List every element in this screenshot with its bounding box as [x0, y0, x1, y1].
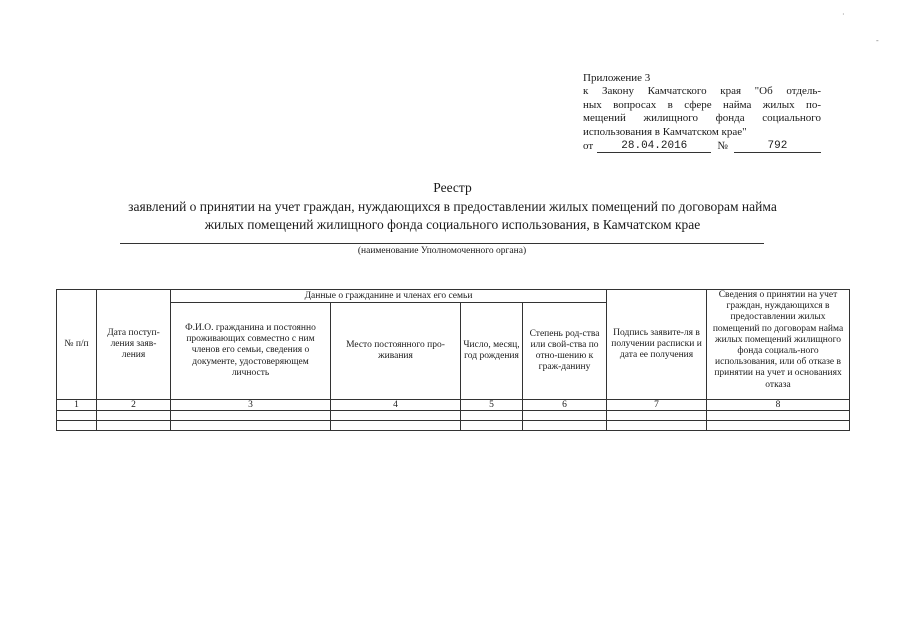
- table-cell: [607, 421, 707, 431]
- scan-mark: ·: [842, 10, 845, 19]
- table-cell: [331, 421, 461, 431]
- table-cell: [523, 421, 607, 431]
- table-cell: [97, 421, 171, 431]
- appendix-title: Приложение 3: [583, 72, 651, 84]
- document-title: [0, 179, 905, 235]
- table-row: [57, 421, 850, 431]
- table-cell: [97, 411, 171, 421]
- scan-mark: -: [876, 36, 879, 45]
- column-number: 7: [607, 400, 707, 411]
- table-cell: [707, 421, 850, 431]
- column-number-row: [57, 400, 850, 411]
- column-number: 1: [57, 400, 97, 411]
- table-cell: [461, 421, 523, 431]
- column-number: 2: [97, 400, 171, 411]
- table-cell: [171, 411, 331, 421]
- header-date-received: Дата поступ-ления заяв-ления: [97, 290, 171, 400]
- header-full-name: Ф.И.О. гражданина и постоянно проживающих совместно с ним членов его семьи, сведения о документе, удостоверяющем личность: [171, 303, 331, 400]
- law-number: 792: [734, 140, 821, 153]
- appendix-text-line: мещений жилищного фонда социального: [583, 112, 821, 125]
- header-registration-decision: Сведения о принятии на учет граждан, нуждающихся в предоставлении жилых помещений по договорам найма жилых помещений жилищного фонда социаль-ного использования, или об отказе в принятии на учет и основаниях отказа: [707, 290, 850, 400]
- date-label: от: [583, 140, 594, 153]
- appendix-text-line: к Закону Камчатского края "Об отдель-: [583, 85, 821, 98]
- registry-table: [56, 289, 850, 431]
- title-line: заявлений о принятии на учет граждан, нуждающихся в предоставлении жилых помещений по договорам найма: [128, 198, 777, 214]
- header-applicant-signature: Подпись заявите-ля в получении расписки и дата ее получения: [607, 290, 707, 400]
- header-citizen-data-group: Данные о гражданине и членах его семьи: [171, 290, 607, 303]
- appendix-block: [583, 72, 821, 153]
- table-cell: [57, 421, 97, 431]
- table-cell: [171, 421, 331, 431]
- header-birth-date: Число, месяц, год рождения: [461, 303, 523, 400]
- table-cell: [523, 411, 607, 421]
- authority-caption: (наименование Уполномоченного органа): [357, 246, 527, 256]
- column-number: 8: [707, 400, 850, 411]
- table-cell: [331, 411, 461, 421]
- appendix-date-line: [583, 140, 821, 153]
- title-line: Реестр: [433, 180, 472, 195]
- column-number: 6: [523, 400, 607, 411]
- header-row-number: № п/п: [57, 290, 97, 400]
- header-residence: Место постоянного про-живания: [331, 303, 461, 400]
- authority-name-field: [120, 243, 764, 244]
- column-number: 5: [461, 400, 523, 411]
- column-number: 3: [171, 400, 331, 411]
- table-cell: [607, 411, 707, 421]
- table-cell: [57, 411, 97, 421]
- column-number: 4: [331, 400, 461, 411]
- appendix-text-line: использования в Камчатском крае": [583, 125, 747, 138]
- table-cell: [461, 411, 523, 421]
- table-row: [57, 411, 850, 421]
- table-header-row: [57, 290, 850, 303]
- title-line: жилых помещений жилищного фонда социального использования, в Камчатском крае: [204, 217, 701, 232]
- appendix-text-line: ных вопросах в сфере найма жилых по-: [583, 98, 821, 111]
- table-cell: [707, 411, 850, 421]
- header-kinship: Степень род-ства или свой-ства по отно-шению к граж-данину: [523, 303, 607, 400]
- number-sign: №: [717, 140, 728, 153]
- law-date: 28.04.2016: [597, 140, 711, 153]
